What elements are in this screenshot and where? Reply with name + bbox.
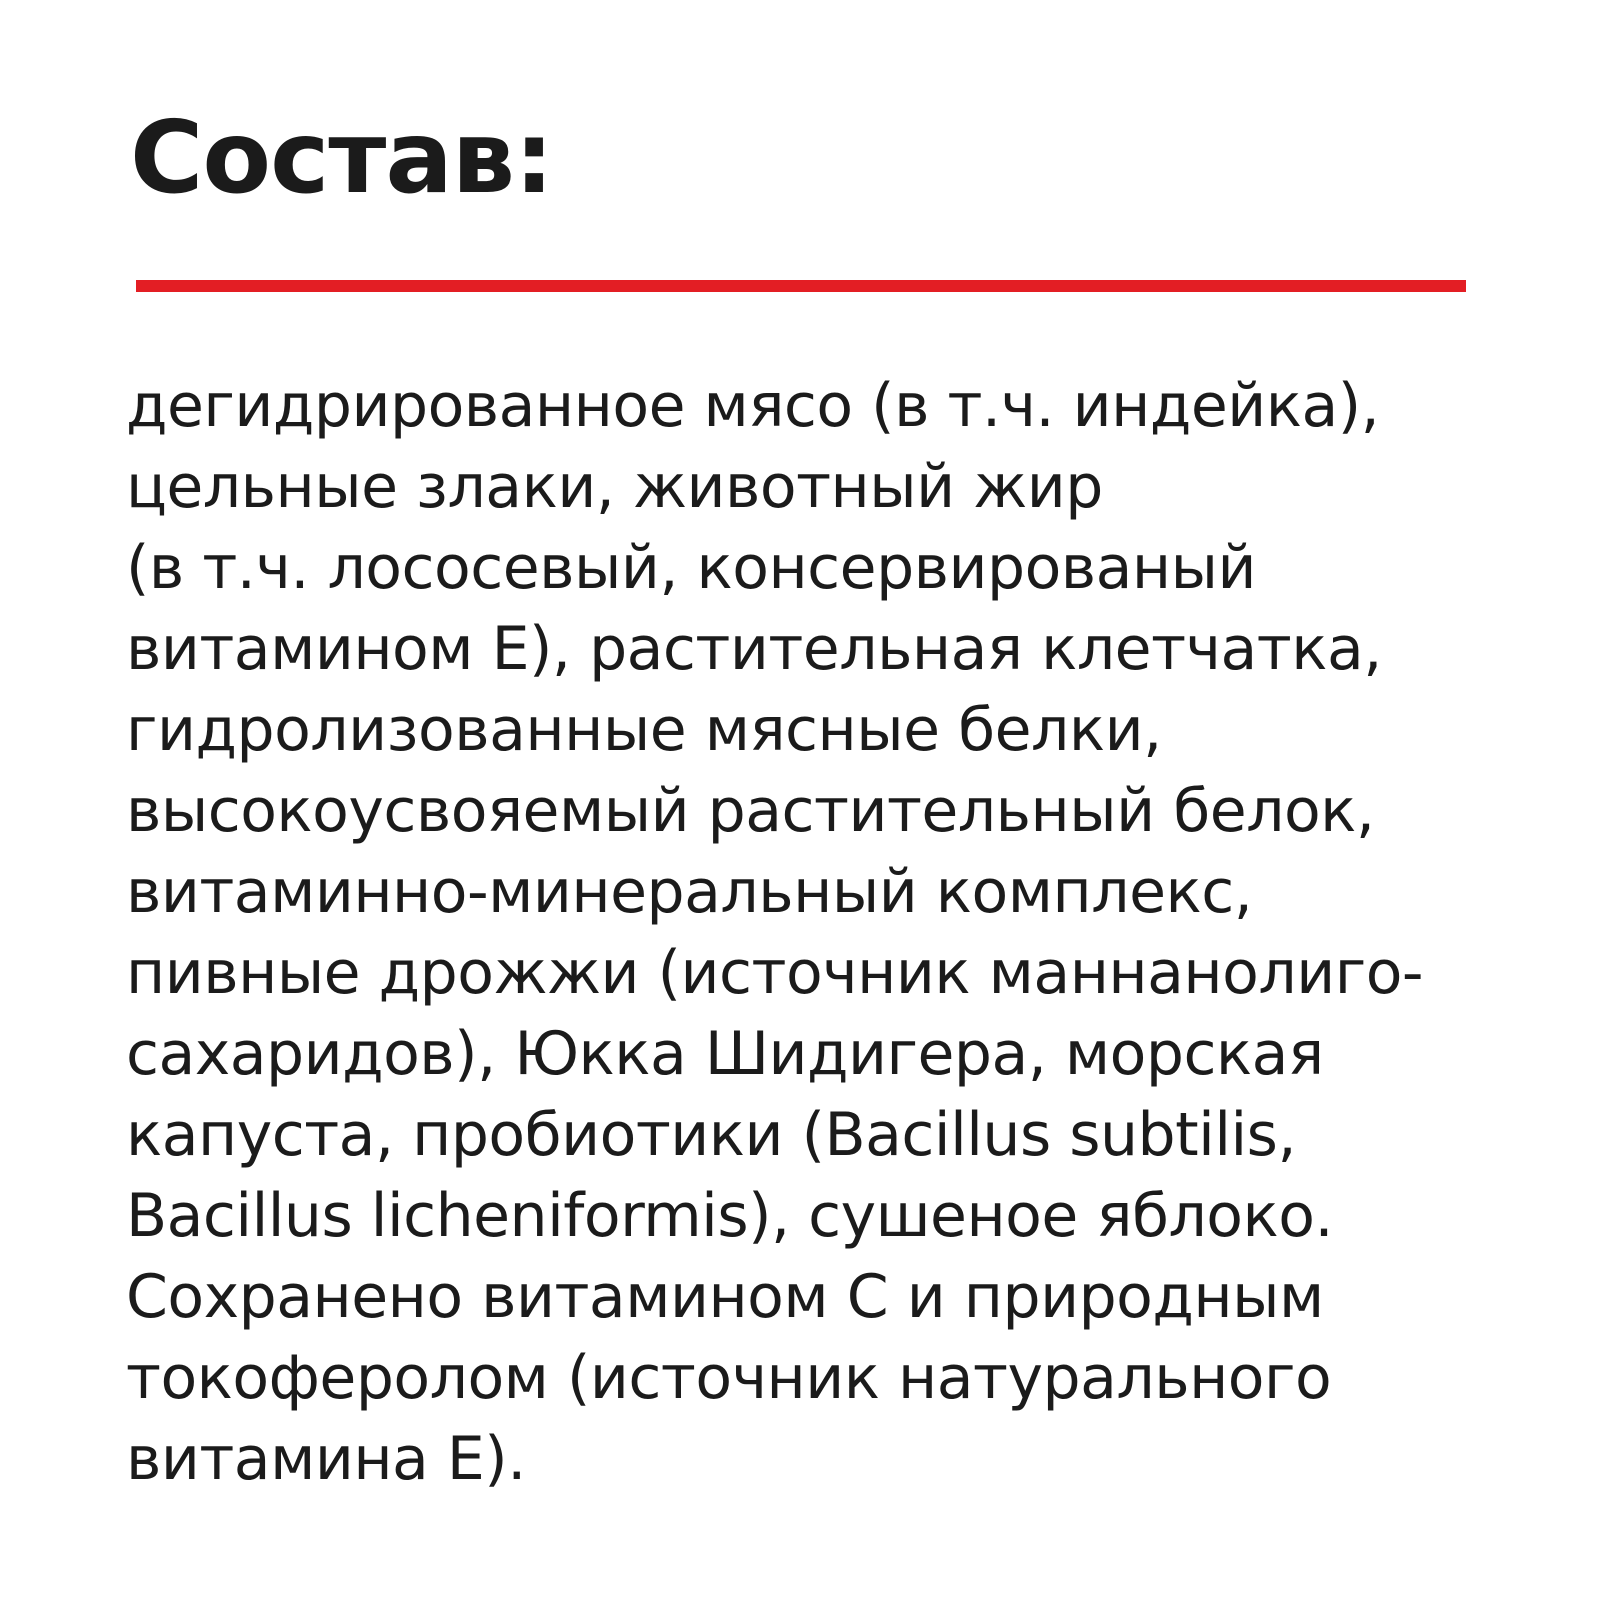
- red-divider: [136, 280, 1466, 292]
- ingredients-line: пивные дрожжи (источник маннанолиго-: [126, 938, 1424, 1008]
- ingredients-line: (в т.ч. лососевый, консервированый: [126, 533, 1257, 603]
- ingredients-line: витамина Е).: [126, 1424, 526, 1494]
- ingredients-line: витаминно-минеральный комплекс,: [126, 857, 1253, 927]
- ingredients-line: сахаридов), Юкка Шидигера, морская: [126, 1019, 1324, 1089]
- composition-title: Состав:: [130, 99, 554, 216]
- ingredients-line: витамином Е), растительная клетчатка,: [126, 614, 1382, 684]
- ingredients-line: цельные злаки, животный жир: [126, 452, 1103, 522]
- ingredients-line: Bacillus licheniformis), сушеное яблоко.: [126, 1181, 1334, 1251]
- ingredients-text: [126, 366, 1526, 1500]
- ingredients-line: гидролизованные мясные белки,: [126, 695, 1162, 765]
- ingredients-line: токоферолом (источник натурального: [126, 1343, 1332, 1413]
- ingredients-line: Сохранено витамином С и природным: [126, 1262, 1324, 1332]
- ingredients-line: высокоусвояемый растительный белок,: [126, 776, 1375, 846]
- ingredients-line: капуста, пробиотики (Bacillus subtilis,: [126, 1100, 1297, 1170]
- ingredients-line: дегидрированное мясо (в т.ч. индейка),: [126, 371, 1380, 441]
